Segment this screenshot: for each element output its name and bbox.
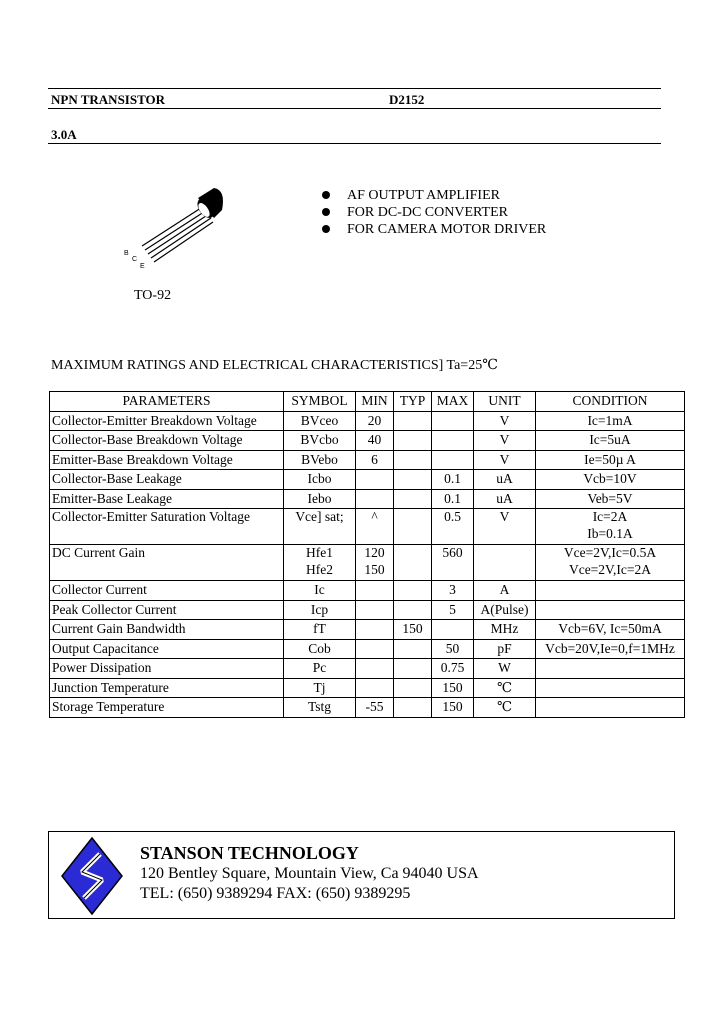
to92-package-drawing xyxy=(118,180,228,275)
cell-line: Collector Current xyxy=(52,582,147,597)
table-body xyxy=(50,411,685,717)
cell-line: 150 xyxy=(442,679,463,695)
table-row xyxy=(50,678,685,698)
column-header: PARAMETERS xyxy=(50,392,284,412)
table-cell xyxy=(356,431,394,451)
column-header: MIN xyxy=(356,392,394,412)
table-cell xyxy=(356,509,394,545)
table-cell xyxy=(284,411,356,431)
table-cell xyxy=(50,431,284,451)
cell-line: Iebo xyxy=(307,490,332,506)
table-cell xyxy=(284,509,356,545)
table-cell xyxy=(284,698,356,718)
cell-line: Icp xyxy=(310,601,329,617)
stanson-logo-icon xyxy=(60,836,124,916)
cell-line: V xyxy=(499,509,510,524)
cell-line: Vce] sat; xyxy=(295,509,344,524)
table-cell xyxy=(474,620,536,640)
table-cell xyxy=(432,620,474,640)
table-cell xyxy=(284,489,356,509)
table-row xyxy=(50,431,685,451)
table-row xyxy=(50,620,685,640)
cell-line: Emitter-Base Leakage xyxy=(52,490,173,506)
cell-line: 0.1 xyxy=(444,471,461,486)
table-cell xyxy=(394,639,432,659)
table-cell xyxy=(432,698,474,718)
cell-line: A xyxy=(499,582,510,597)
table-cell xyxy=(356,470,394,490)
table-cell xyxy=(394,450,432,470)
cell-line: 0.75 xyxy=(440,660,465,675)
table-cell xyxy=(474,470,536,490)
table-cell xyxy=(432,581,474,601)
table-row xyxy=(50,600,685,620)
table-cell xyxy=(394,698,432,718)
cell-line: Junction Temperature xyxy=(52,679,169,695)
cell-line: Icbo xyxy=(307,471,332,486)
table-cell xyxy=(356,639,394,659)
column-header: CONDITION xyxy=(536,392,685,412)
table-cell xyxy=(50,620,284,640)
cell-line: Ic=5uA xyxy=(589,432,631,447)
table-cell xyxy=(394,411,432,431)
table-cell xyxy=(356,600,394,620)
table-cell xyxy=(474,545,536,581)
table-cell xyxy=(50,470,284,490)
table-cell xyxy=(356,678,394,698)
cell-line: pF xyxy=(497,640,512,656)
table-cell xyxy=(432,489,474,509)
header-top-rule xyxy=(48,88,661,89)
cell-line: Vcb=6V, Ic=50mA xyxy=(558,621,662,636)
table-cell xyxy=(432,639,474,659)
table-cell xyxy=(356,489,394,509)
table-cell xyxy=(394,678,432,698)
cell-line: Power Dissipation xyxy=(52,660,152,675)
cell-line: 0.1 xyxy=(444,490,461,506)
table-cell xyxy=(432,545,474,581)
table-cell xyxy=(356,545,394,581)
cell-line: Veb=5V xyxy=(587,490,633,506)
table-cell xyxy=(536,639,685,659)
cell-line: 5 xyxy=(449,601,456,617)
cell-line: Current Gain Bandwidth xyxy=(52,621,186,636)
table-cell xyxy=(50,600,284,620)
feature-item: FOR CAMERA MOTOR DRIVER xyxy=(322,221,546,238)
table-cell xyxy=(474,431,536,451)
stanson-logo xyxy=(60,836,124,916)
table-cell xyxy=(284,545,356,581)
cell-line: Collector-Emitter Breakdown Voltage xyxy=(52,412,257,428)
cell-line: V xyxy=(499,451,510,467)
cell-line: 560 xyxy=(442,545,463,560)
cell-line: Hfe1 xyxy=(306,545,333,560)
cell-line: BVebo xyxy=(301,451,338,467)
cell-line: Ib=0.1A xyxy=(587,525,633,541)
section-title: MAXIMUM RATINGS AND ELECTRICAL CHARACTERISTICS] Ta=25℃ xyxy=(51,358,498,373)
cell-line: Collector-Base Breakdown Voltage xyxy=(52,432,243,447)
table-row xyxy=(50,411,685,431)
cell-line: Collector-Base Leakage xyxy=(52,471,182,486)
table-cell xyxy=(50,411,284,431)
table-cell xyxy=(474,659,536,679)
table-row xyxy=(50,509,685,545)
table-cell xyxy=(432,450,474,470)
table-row xyxy=(50,698,685,718)
table-cell xyxy=(394,581,432,601)
cell-line: Ic=2A xyxy=(592,509,628,524)
cell-line: fT xyxy=(313,621,326,636)
transistor-package-icon xyxy=(118,180,228,275)
pin-label-e: E xyxy=(140,263,145,270)
table-row xyxy=(50,450,685,470)
current-rating: 3.0A xyxy=(51,127,77,142)
table-row xyxy=(50,581,685,601)
cell-line: Cob xyxy=(308,640,331,656)
cell-line: uA xyxy=(496,490,513,506)
cell-line: ^ xyxy=(371,509,378,524)
table-cell xyxy=(284,450,356,470)
package-label: TO-92 xyxy=(134,288,172,303)
table-cell xyxy=(432,678,474,698)
table-header-row xyxy=(50,392,685,412)
table-row xyxy=(50,489,685,509)
table-row xyxy=(50,639,685,659)
table-cell xyxy=(474,489,536,509)
table-row xyxy=(50,545,685,581)
table-cell xyxy=(474,639,536,659)
table-cell xyxy=(536,489,685,509)
pin-label-c: C xyxy=(132,256,138,263)
cell-line: MHz xyxy=(490,621,519,636)
table-cell xyxy=(474,600,536,620)
table-cell xyxy=(356,411,394,431)
table-cell xyxy=(356,659,394,679)
column-header: TYP xyxy=(394,392,432,412)
feature-list xyxy=(322,187,546,238)
table-cell xyxy=(356,620,394,640)
table-cell xyxy=(284,600,356,620)
cell-line: Ie=50µ A xyxy=(584,451,636,467)
cell-line: Tj xyxy=(313,679,326,695)
table-cell xyxy=(536,678,685,698)
part-type: NPN TRANSISTOR xyxy=(51,92,166,107)
table-cell xyxy=(284,431,356,451)
table-cell xyxy=(394,489,432,509)
table-cell xyxy=(356,581,394,601)
cell-line: 6 xyxy=(371,451,378,467)
table-cell xyxy=(432,411,474,431)
column-header: SYMBOL xyxy=(284,392,356,412)
table-cell xyxy=(284,620,356,640)
cell-line: DC Current Gain xyxy=(52,545,145,560)
feature-item: AF OUTPUT AMPLIFIER xyxy=(322,187,546,204)
table-cell xyxy=(394,659,432,679)
table-cell xyxy=(474,411,536,431)
table-cell xyxy=(536,620,685,640)
cell-line: 0.5 xyxy=(444,509,461,524)
cell-line: Peak Collector Current xyxy=(52,601,177,617)
cell-line: 150 xyxy=(364,561,385,577)
cell-line: W xyxy=(498,660,511,675)
table-cell xyxy=(432,509,474,545)
cell-line: Vce=2V,Ic=2A xyxy=(568,561,652,577)
table-cell xyxy=(394,470,432,490)
table-cell xyxy=(474,678,536,698)
table-cell xyxy=(536,600,685,620)
column-header: UNIT xyxy=(474,392,536,412)
table-cell xyxy=(50,489,284,509)
cell-line: 20 xyxy=(367,412,382,428)
table-cell xyxy=(394,431,432,451)
pin-label-b: B xyxy=(124,250,129,257)
ratings-table xyxy=(49,391,685,718)
table-cell xyxy=(474,698,536,718)
table-row xyxy=(50,470,685,490)
table-cell xyxy=(536,698,685,718)
table-cell xyxy=(536,581,685,601)
table-cell xyxy=(474,509,536,545)
table-cell xyxy=(536,431,685,451)
header-bottom-rule xyxy=(48,143,661,144)
table-cell xyxy=(432,431,474,451)
table-cell xyxy=(356,450,394,470)
table-cell xyxy=(284,659,356,679)
cell-line: Collector-Emitter Saturation Voltage xyxy=(52,509,250,524)
cell-line: ℃ xyxy=(496,699,513,714)
cell-line: Vcb=20V,Ie=0,f=1MHz xyxy=(545,640,675,656)
cell-line: Pc xyxy=(312,660,327,675)
table-cell xyxy=(50,678,284,698)
table-cell xyxy=(474,450,536,470)
cell-line: Storage Temperature xyxy=(52,699,165,714)
table-cell xyxy=(394,509,432,545)
cell-line: V xyxy=(499,412,510,428)
table-cell xyxy=(284,470,356,490)
cell-line: Ic=1mA xyxy=(587,412,633,428)
table-cell xyxy=(536,659,685,679)
table-cell xyxy=(394,600,432,620)
cell-line: V xyxy=(499,432,510,447)
table-cell xyxy=(50,659,284,679)
header-rule xyxy=(48,108,661,109)
table-cell xyxy=(536,509,685,545)
cell-line: Ic xyxy=(314,582,325,597)
table-cell xyxy=(50,581,284,601)
cell-line: 150 xyxy=(402,621,423,636)
cell-line: 3 xyxy=(449,582,456,597)
cell-line: Vcb=10V xyxy=(583,471,637,486)
feature-item: FOR DC-DC CONVERTER xyxy=(322,204,546,221)
cell-line: A(Pulse) xyxy=(480,601,529,617)
table-cell xyxy=(394,620,432,640)
cell-line: Vce=2V,Ic=0.5A xyxy=(563,545,657,560)
table-cell xyxy=(50,639,284,659)
table-cell xyxy=(536,450,685,470)
cell-line: Tstg xyxy=(307,699,332,714)
cell-line: BVceo xyxy=(300,412,339,428)
table-cell xyxy=(50,450,284,470)
company-name: STANSON TECHNOLOGY xyxy=(140,843,359,863)
table-cell xyxy=(50,698,284,718)
cell-line: 40 xyxy=(367,432,382,447)
cell-line: 150 xyxy=(442,699,463,714)
table-row xyxy=(50,659,685,679)
table-cell xyxy=(432,470,474,490)
table-cell xyxy=(50,545,284,581)
cell-line: ℃ xyxy=(496,679,513,695)
cell-line: Output Capacitance xyxy=(52,640,159,656)
table-cell xyxy=(50,509,284,545)
table-cell xyxy=(536,470,685,490)
table-cell xyxy=(536,545,685,581)
cell-line: Emitter-Base Breakdown Voltage xyxy=(52,451,233,467)
company-contact: TEL: (650) 9389294 FAX: (650) 9389295 xyxy=(140,885,411,902)
part-number: D2152 xyxy=(389,92,425,107)
table-cell xyxy=(284,581,356,601)
table-cell xyxy=(536,411,685,431)
cell-line: 50 xyxy=(445,640,460,656)
company-address: 120 Bentley Square, Mountain View, Ca 94040 USA xyxy=(140,865,479,882)
table-cell xyxy=(474,581,536,601)
table-cell xyxy=(432,600,474,620)
cell-line: BVcbo xyxy=(300,432,339,447)
cell-line: uA xyxy=(496,471,513,486)
table-cell xyxy=(284,678,356,698)
column-header: MAX xyxy=(432,392,474,412)
cell-line: 120 xyxy=(364,545,385,560)
table-cell xyxy=(394,545,432,581)
cell-line: Hfe2 xyxy=(306,561,333,577)
table-cell xyxy=(432,659,474,679)
table-cell xyxy=(284,639,356,659)
table-cell xyxy=(356,698,394,718)
cell-line: -55 xyxy=(365,699,384,714)
